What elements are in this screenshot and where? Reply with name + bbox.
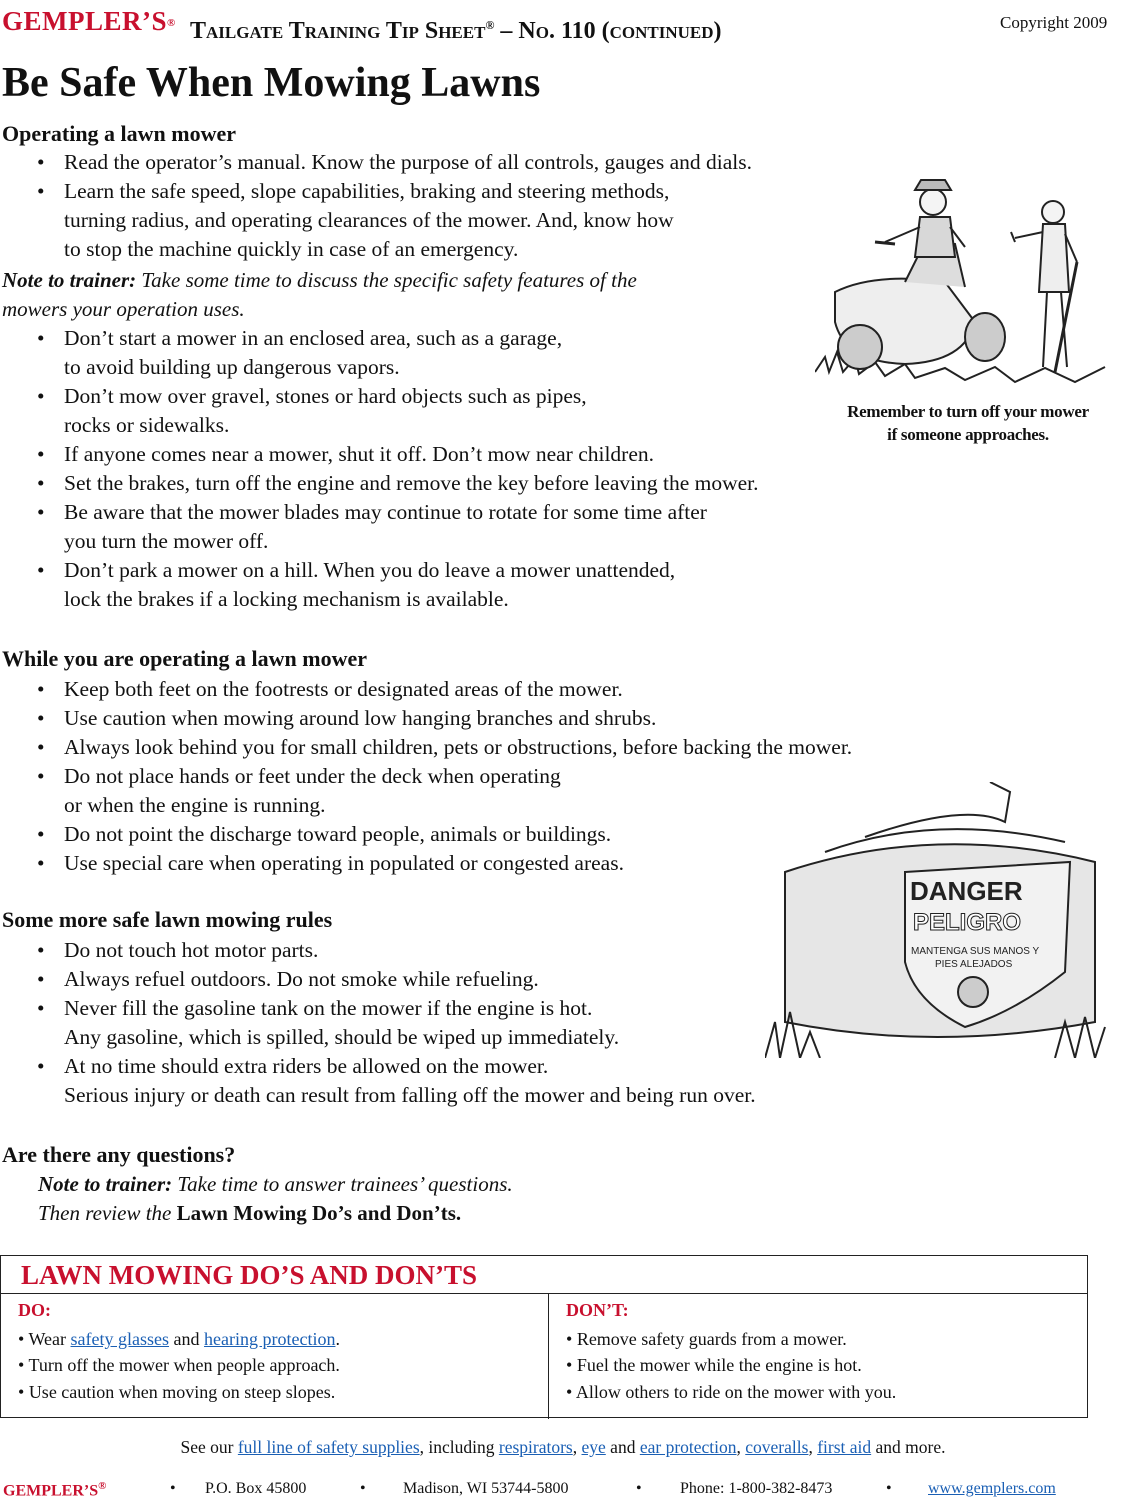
series-registered-mark: ® [485, 18, 495, 32]
dont-item-3: • Allow others to ride on the mower with you. [566, 1382, 897, 1402]
bullet-text: or when the engine is running. [64, 793, 326, 817]
section-heading-more-rules: Some more safe lawn mowing rules [2, 907, 333, 932]
bullet-text: Do not place hands or feet under the deck when operating [64, 764, 561, 788]
bullet-text: to stop the machine quickly in case of an emergency. [64, 237, 519, 261]
bullet-text: If anyone comes near a mower, shut it off. Don’t mow near children. [64, 442, 655, 466]
do-item-3: • Use caution when moving on steep slopes. [18, 1382, 336, 1402]
bullet-text: you turn the mower off. [64, 529, 269, 553]
copyright: Copyright 2009 [1000, 13, 1108, 32]
questions-heading: Are there any questions? [2, 1142, 236, 1167]
footer-city: Madison, WI 53744-5800 [403, 1480, 569, 1497]
page-title: Be Safe When Mowing Lawns [2, 60, 541, 106]
dont-heading: DON’T: [566, 1300, 629, 1320]
bullet-text: Don’t start a mower in an enclosed area, such as a garage, [64, 326, 563, 350]
bullet-text: Do not touch hot motor parts. [64, 938, 319, 962]
review-line [38, 1199, 461, 1228]
review-bold: Lawn Mowing Do’s and Don’ts. [176, 1201, 462, 1225]
series-name: Tailgate Training Tip Sheet [190, 18, 486, 44]
sign-text-3: MANTENGA SUS MANOS Y [911, 946, 1040, 957]
dont-item-2: • Fuel the mower while the engine is hot. [566, 1355, 862, 1375]
footer-brand: GEMPLER’S® [3, 1480, 107, 1500]
review-prefix: Then review the [38, 1201, 172, 1225]
footer-po-box: P.O. Box 45800 [205, 1480, 307, 1497]
safety-supplies-link[interactable]: full line of safety supplies [237, 1437, 420, 1457]
dont-item-1: • Remove safety guards from a mower. [566, 1329, 847, 1349]
bullet-text: Be aware that the mower blades may continue to rotate for some time after [64, 500, 707, 524]
bullet-text: Never fill the gasoline tank on the mower if the engine is hot. [64, 996, 593, 1020]
ear-protection-link[interactable]: ear protection [639, 1437, 737, 1457]
riding-mower-illustration [815, 172, 1115, 394]
questions-note-text: Take time to answer trainees’ questions. [177, 1172, 513, 1196]
respirators-link[interactable]: respirators [498, 1437, 573, 1457]
bullet-text: At no time should extra riders be allowed on the mower. [64, 1054, 549, 1078]
eye-link[interactable]: eye [581, 1437, 606, 1457]
brand-logo [2, 4, 176, 38]
safety-glasses-link[interactable]: safety glasses [70, 1329, 170, 1349]
dos-donts-table [0, 1255, 1088, 1418]
hearing-protection-link[interactable]: hearing protection [204, 1329, 336, 1349]
brand-registered-mark: ® [167, 17, 176, 29]
do-item-1: • Wear safety glasses and hearing protection. [18, 1329, 340, 1349]
bullet-text: Any gasoline, which is spilled, should be wiped up immediately. [64, 1025, 620, 1049]
sheet-number: – No. 110 (continued) [500, 18, 722, 44]
mower-caption [818, 400, 1118, 446]
danger-sign-illustration [765, 782, 1110, 1058]
caption-line-2: if someone approaches. [887, 425, 1049, 444]
do-column [1, 1294, 549, 1419]
caption-line-1: Remember to turn off your mower [847, 402, 1089, 421]
questions-note-label: Note to trainer: [38, 1172, 173, 1196]
tip-sheet-title [190, 8, 722, 48]
footer-sep-4: • [886, 1480, 892, 1497]
bullet: • [18, 1329, 25, 1349]
section-heading-operating: Operating a lawn mower [2, 121, 237, 146]
trainer-note-text-2: mowers your operation uses. [2, 297, 245, 321]
website-link[interactable]: www.gemplers.com [928, 1480, 1056, 1497]
bullet-text: Use special care when operating in populated or congested areas. [64, 851, 624, 875]
coveralls-link[interactable]: coveralls [745, 1437, 809, 1457]
bullet-text: Serious injury or death can result from falling off the mower and being run over. [64, 1083, 756, 1107]
brand-name: GEMPLER’S [2, 6, 168, 36]
bullet-text: Read the operator’s manual. Know the purpose of all controls, gauges and dials. [64, 150, 753, 174]
bullet-text: Don’t mow over gravel, stones or hard objects such as pipes, [64, 384, 587, 408]
bullet-text: Always refuel outdoors. Do not smoke while refueling. [64, 967, 539, 991]
sign-text-4: PIES ALEJADOS [935, 959, 1013, 970]
bullet-text: to avoid building up dangerous vapors. [64, 355, 400, 379]
footer-phone: Phone: 1-800-382-8473 [680, 1480, 833, 1497]
trainer-note [2, 266, 637, 295]
bullet-text: turning radius, and operating clearances of the mower. And, know how [64, 208, 674, 232]
see-our-line: See our full line of safety supplies, including respirators, eye and ear protection, coveralls, first aid and more. [180, 1437, 946, 1457]
bullet-text: Use caution when mowing around low hanging branches and shrubs. [64, 706, 657, 730]
table-title: LAWN MOWING DO’S AND DON’TS [21, 1260, 478, 1290]
trainer-note-text-1: Take some time to discuss the specific safety features of the [141, 268, 637, 292]
do-heading: DO: [18, 1300, 51, 1320]
trainer-note-label: Note to trainer: [2, 268, 137, 292]
first-aid-link[interactable]: first aid [817, 1437, 872, 1457]
peligro-text: PELIGRO [913, 909, 1022, 936]
bullet-text: lock the brakes if a locking mechanism is available. [64, 587, 509, 611]
footer-sep-1: • [170, 1480, 176, 1497]
bullet-text: Keep both feet on the footrests or designated areas of the mower. [64, 677, 623, 701]
dont-column [549, 1294, 1087, 1419]
bullet-text: Learn the safe speed, slope capabilities, braking and steering methods, [64, 179, 670, 203]
bullet-text: Do not point the discharge toward people, animals or buildings. [64, 822, 612, 846]
bullet-text: Set the brakes, turn off the engine and remove the key before leaving the mower. [64, 471, 759, 495]
table-header [1, 1256, 1087, 1294]
do-item-2: • Turn off the mower when people approach. [18, 1355, 340, 1375]
footer-sep-2: • [360, 1480, 366, 1497]
section-heading-while-operating: While you are operating a lawn mower [2, 646, 368, 671]
bullet-text: Don’t park a mower on a hill. When you do leave a mower unattended, [64, 558, 676, 582]
bullet-text: rocks or sidewalks. [64, 413, 230, 437]
danger-text: DANGER [910, 876, 1023, 906]
footer-sep-3: • [636, 1480, 642, 1497]
bullet-text: Always look behind you for small children, pets or obstructions, before backing the mower. [64, 735, 853, 759]
questions-note [38, 1170, 513, 1199]
